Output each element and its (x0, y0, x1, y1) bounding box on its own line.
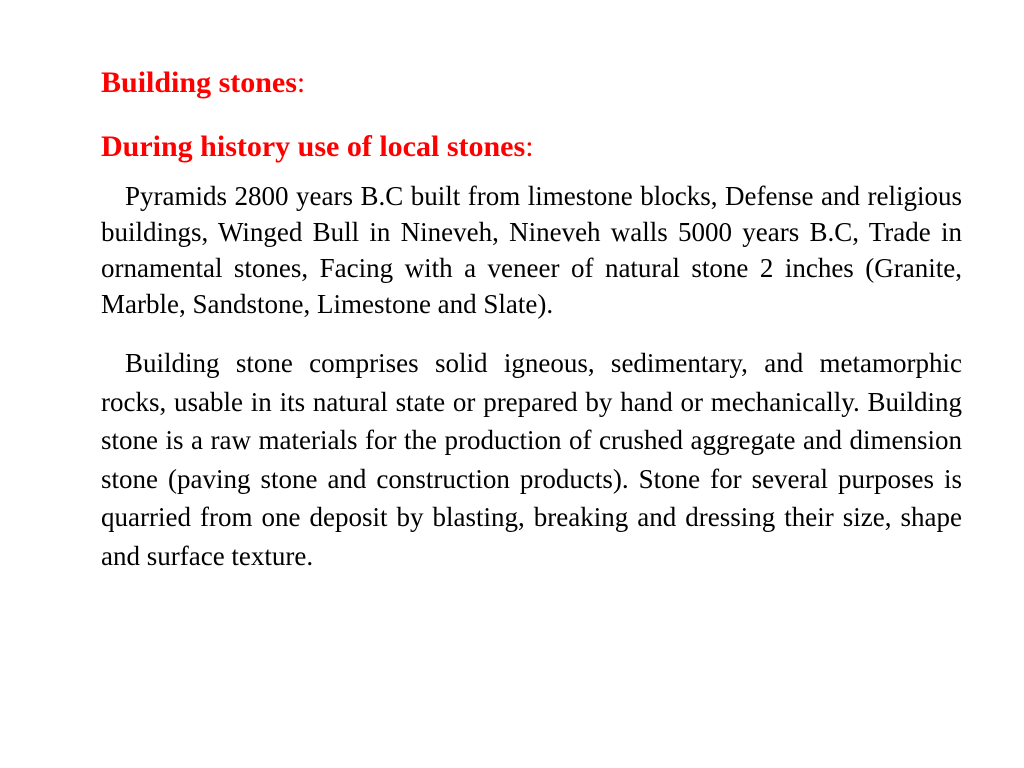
heading-history-local-stones-colon: : (525, 130, 534, 163)
heading-building-stones (101, 64, 962, 102)
paragraph-building-stone-definition: Building stone comprises solid igneous, sedimentary, and metamorphic rocks, usable in its natural state or prepared by hand or mechanically. Building stone is a raw materials for the production of crushed aggregate and dimension stone (paving stone and construction products). Stone for several purposes is quarried from one deposit by blasting, breaking and dressing their size, shape and surface texture. (101, 348, 962, 571)
heading-history-local-stones-text: During history use of local stones (101, 130, 526, 163)
paragraph-history-examples: Pyramids 2800 years B.C built from limestone blocks, Defense and religious buildings, Winged Bull in Nineveh, Nineveh walls 5000 years B.C, Trade in ornamental stones, Facing with a veneer of natural stone 2 inches (Granite, Marble, Sandstone, Limestone and Slate). (101, 181, 962, 319)
heading-building-stones-colon: : (296, 66, 306, 99)
heading-history-local-stones (101, 128, 962, 166)
heading-building-stones-text: Building stones (101, 66, 297, 99)
